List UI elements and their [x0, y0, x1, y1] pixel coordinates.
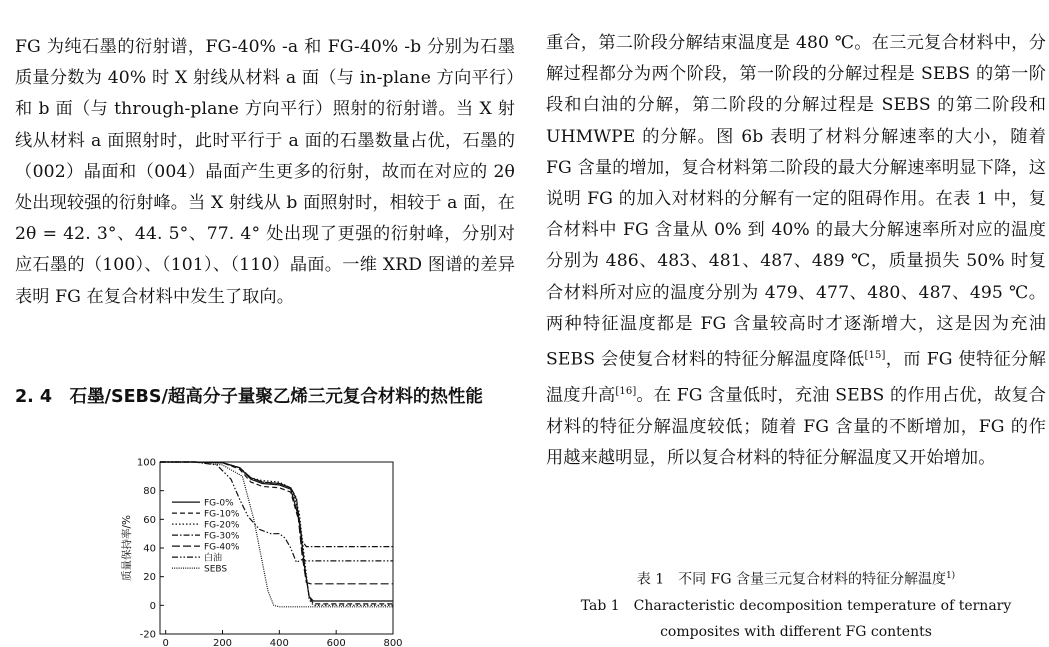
y-tick-label: 0 [149, 600, 156, 612]
x-tick-label: 200 [212, 638, 233, 647]
x-tick-label: 800 [383, 638, 403, 647]
legend-label: FG-20% [204, 520, 240, 531]
y-tick-label: 100 [136, 457, 156, 469]
legend-label: 白油 [204, 553, 223, 564]
left-column [15, 0, 515, 313]
y-tick-label: -20 [139, 629, 156, 641]
y-tick-label: 80 [143, 486, 156, 498]
y-tick-label: 40 [143, 543, 156, 555]
body-paragraph-right [546, 0, 1046, 474]
section-heading: 2. 4 石墨/SEBS/超高分子量聚乙烯三元复合材料的热性能 [15, 387, 483, 407]
body-text-part2: ，而 FG 使特征分解温度升高 [546, 349, 1046, 406]
legend-label: FG-0% [204, 498, 234, 509]
table-caption-note: 1) [945, 571, 956, 581]
body-text-part1: 重合，第二阶段分解结束温度是 480 ℃。在三元复合材料中，分解过程都分为两个阶段，第一阶段的分解过程是 SEBS 的第一阶段和白油的分解，第二阶段的分解过程是 SEBS 的第二阶段和 UHMWPE 的分解。图 6b 表明了材料分解速率的大小，随着 FG 含量的增加，复合材料第二阶段的最大分解速率明显下降，这说明 FG 的加入对材料的分解有一定的阻碍作用。在表 1 中，复合材料中 FG 含量从 0% 到 40% 的最大分解速率所对应的温度分别为 486、483、481、487、489 ℃，质量损失 50% 时复合材料所对应的温度分别为 479、477、480、487、495 ℃。两种特征温度都是 FG 含量较高时才逐渐增大，这是因为充油 SEBS 会使复合材料的特征分解温度降低 [546, 33, 1046, 370]
series-line [160, 462, 393, 584]
reference-16: [16] [615, 385, 637, 397]
x-tick-label: 400 [269, 638, 289, 647]
y-tick-label: 20 [143, 572, 156, 584]
y-tick-label: 60 [143, 514, 156, 526]
table-caption-en-line2: composites with different FG contents [660, 624, 932, 640]
x-tick-label: 0 [162, 638, 169, 647]
x-tick-label: 600 [326, 638, 346, 647]
legend-label: FG-10% [204, 509, 240, 520]
reference-15: [15] [864, 350, 886, 362]
tga-chart [118, 452, 408, 647]
series-line [160, 462, 393, 562]
table-caption-cn [546, 566, 1046, 590]
legend-label: FG-30% [204, 531, 240, 542]
legend-label: SEBS [204, 564, 228, 575]
table-caption-cn-text: 表 1 不同 FG 含量三元复合材料的特征分解温度 [636, 571, 946, 588]
body-paragraph-left: FG 为纯石墨的衍射谱，FG-40% -a 和 FG-40% -b 分别为石墨质量分数为 40% 时 X 射线从材料 a 面（与 in-plane 方向平行）和 b 面（与 through-plane 方向平行）照射的衍射谱。当 X 射线从材料 a 面照射时，此时平行于 a 面的石墨数量占优，石墨的（002）晶面和（004）晶面产生更多的衍射，故而在对应的 2θ 处出现较强的衍射峰。当 X 射线从 b 面照射时，相较于 a 面，在 2θ = 42. 3°、44. 5°、77. 4° 处出现了更强的衍射峰，分别对应石墨的（100）、（101）、（110）晶面。一维 XRD 图谱的差异表明 FG 在复合材料中发生了取向。 [15, 37, 515, 307]
legend-label: FG-40% [204, 542, 240, 553]
table-caption-en-line1: Tab 1 Characteristic decomposition temperature of ternary [580, 598, 1012, 614]
right-column [546, 0, 1046, 474]
body-text-part3: 。在 FG 含量低时，充油 SEBS 的作用占优，故复合材料的特征分解温度较低；随着 FG 含量的不断增加，FG 的作用越来越明显，所以复合材料的特征分解温度又开始增加。 [546, 385, 1046, 469]
y-axis-label: 质量保持率/% [121, 514, 133, 582]
